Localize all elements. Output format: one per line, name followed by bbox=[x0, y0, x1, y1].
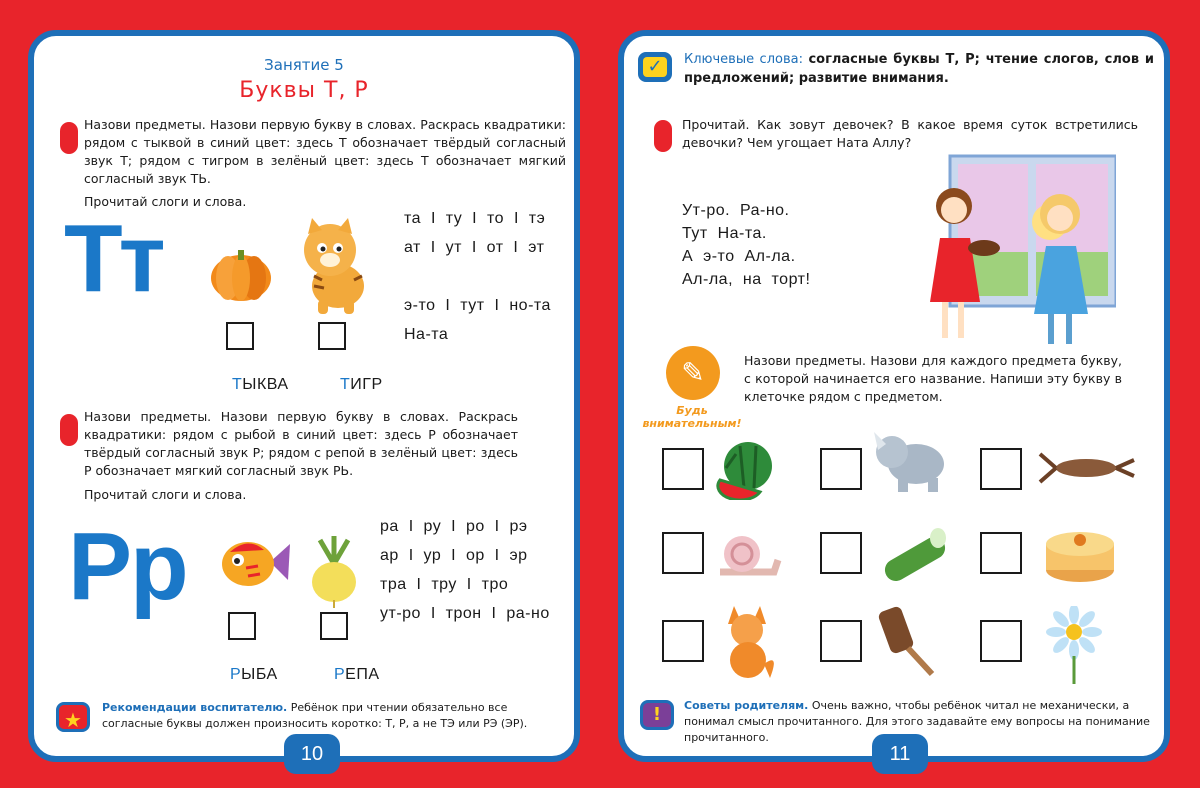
word-turnip-first-letter: Р bbox=[334, 666, 346, 683]
fox-illustration bbox=[720, 602, 780, 682]
attention-badge-line2: внимательным! bbox=[642, 417, 742, 430]
task2-instruction: Назови предметы. Назови первую букву в словах. Раскрась квадратики: рядом с рыбой в синий цвет: здесь Р обозначает твёрдый согласный звук Р; рядом с репой в зелёный цвет: здесь Р обозначает мягкий согласный звук РЬ. bbox=[84, 409, 518, 478]
syllables-t-row1: та I ту I то I тэ bbox=[404, 210, 546, 227]
poem-line1: Ут-ро. Ра-но. bbox=[682, 202, 790, 219]
word-fish-first-letter: Р bbox=[230, 666, 242, 683]
checkbox-fish[interactable] bbox=[228, 612, 256, 640]
answer-box-rhino[interactable] bbox=[820, 448, 862, 490]
big-letters-t: Тт bbox=[64, 205, 162, 312]
answer-box-watermelon[interactable] bbox=[662, 448, 704, 490]
word-fish-rest: ЫБА bbox=[241, 666, 278, 683]
rhino-illustration bbox=[872, 424, 952, 494]
fish-illustration bbox=[218, 530, 290, 594]
page-number: 10 bbox=[284, 734, 340, 774]
checkbox-tiger[interactable] bbox=[318, 322, 346, 350]
checkmark-icon: ✓ bbox=[638, 52, 672, 82]
word-tiger-first-letter: Т bbox=[340, 376, 351, 393]
right-page bbox=[618, 30, 1170, 765]
star-icon: ★ bbox=[56, 702, 90, 732]
girls-illustration bbox=[930, 152, 1116, 348]
answer-box-fox[interactable] bbox=[662, 620, 704, 662]
syllables-r-row1: ра I ру I ро I рэ bbox=[380, 518, 528, 535]
snail-illustration bbox=[716, 530, 782, 580]
answer-box-cake[interactable] bbox=[980, 532, 1022, 574]
syllables-r-row2: ар I ур I ор I эр bbox=[380, 547, 528, 564]
crayfish-illustration bbox=[1036, 442, 1136, 496]
word-fish bbox=[230, 666, 278, 684]
checkbox-turnip[interactable] bbox=[320, 612, 348, 640]
watermelon-illustration bbox=[716, 440, 776, 500]
footer-text: Ребёнок при чтении обязательно все согласные буквы должен произносить коротко: Т, Р, а не ТЭ или РЭ (ЭР). bbox=[102, 701, 528, 730]
pumpkin-illustration bbox=[208, 244, 274, 304]
tiger-illustration bbox=[294, 216, 380, 316]
task-marker bbox=[60, 414, 78, 446]
poem-line3: А э-то Ал-ла. bbox=[682, 248, 796, 265]
word-turnip-rest: ЕПА bbox=[345, 666, 380, 683]
cake-illustration bbox=[1042, 520, 1118, 586]
poem-line2: Тут На-та. bbox=[682, 225, 767, 242]
task-marker bbox=[60, 122, 78, 154]
right-task2-instruction: Назови предметы. Назови для каждого предмета букву, с которой начинается его название. Напиши эту букву в клеточке рядом с предметом. bbox=[744, 353, 1122, 404]
syllables-t-row4: На-та bbox=[404, 326, 449, 343]
task-marker bbox=[654, 120, 672, 152]
attention-badge-line1: Будь bbox=[676, 404, 708, 417]
answer-box-snail[interactable] bbox=[662, 532, 704, 574]
footer-note bbox=[102, 700, 562, 732]
flower-illustration bbox=[1044, 606, 1104, 686]
big-letters-r: Рр bbox=[68, 513, 187, 620]
pencil-badge-icon: ✎ bbox=[666, 346, 720, 400]
checkbox-pumpkin[interactable] bbox=[226, 322, 254, 350]
word-turnip bbox=[334, 666, 380, 684]
cucumber-illustration bbox=[880, 526, 950, 588]
answer-box-crayfish[interactable] bbox=[980, 448, 1022, 490]
footer-label: Советы родителям. bbox=[684, 699, 809, 712]
syllables-t-row2: ат I ут I от I эт bbox=[404, 239, 545, 256]
syllables-t-row3: э-то I тут I но-та bbox=[404, 297, 551, 314]
word-pumpkin bbox=[232, 376, 289, 394]
footer-label: Рекомендации воспитателю. bbox=[102, 701, 288, 714]
keywords bbox=[684, 50, 1154, 88]
syllables-r-row3: тра I тру I тро bbox=[380, 576, 509, 593]
left-page bbox=[28, 30, 580, 765]
right-task1-instruction: Прочитай. Как зовут девочек? В какое время суток встретились девочки? Чем угощает Ната Аллу? bbox=[682, 117, 1138, 150]
keywords-text: согласные буквы Т, Р; чтение слогов, слов и предложений; развитие внимания. bbox=[684, 52, 1155, 86]
syllables-r-row4: ут-ро I трон I ра-но bbox=[380, 605, 550, 622]
word-pumpkin-first-letter: Т bbox=[232, 376, 243, 393]
page-number: 11 bbox=[872, 734, 928, 774]
poem-line4: Ал-ла, на торт! bbox=[682, 271, 811, 288]
exclamation-icon: ! bbox=[640, 700, 674, 730]
turnip-illustration bbox=[306, 536, 362, 608]
answer-box-ice-cream[interactable] bbox=[820, 620, 862, 662]
task2-read-prompt: Прочитай слоги и слова. bbox=[84, 487, 247, 502]
answer-box-cucumber[interactable] bbox=[820, 532, 862, 574]
word-tiger-rest: ИГР bbox=[350, 376, 383, 393]
page-title: Буквы Т, Р bbox=[239, 78, 369, 103]
answer-box-flower[interactable] bbox=[980, 620, 1022, 662]
task1-read-prompt: Прочитай слоги и слова. bbox=[84, 194, 247, 209]
ice-cream-illustration bbox=[878, 602, 944, 678]
word-pumpkin-rest: ЫКВА bbox=[242, 376, 289, 393]
word-tiger bbox=[340, 376, 383, 394]
task1-instruction: Назови предметы. Назови первую букву в словах. Раскрась квадратики: рядом с тыквой в синий цвет: здесь Т обозначает твёрдый согласный звук Т; рядом с тигром в зелёный цвет: здесь Т обозначает мягкий согласный звук ТЬ. bbox=[84, 117, 566, 186]
lesson-label: Занятие 5 bbox=[264, 56, 344, 74]
footer-text: Очень важно, чтобы ребёнок читал не механически, а понимал смысл прочитанного. Для этого задавайте ему вопросы на понимание прочитанного. bbox=[684, 699, 1150, 744]
keywords-label: Ключевые слова: bbox=[684, 52, 803, 67]
